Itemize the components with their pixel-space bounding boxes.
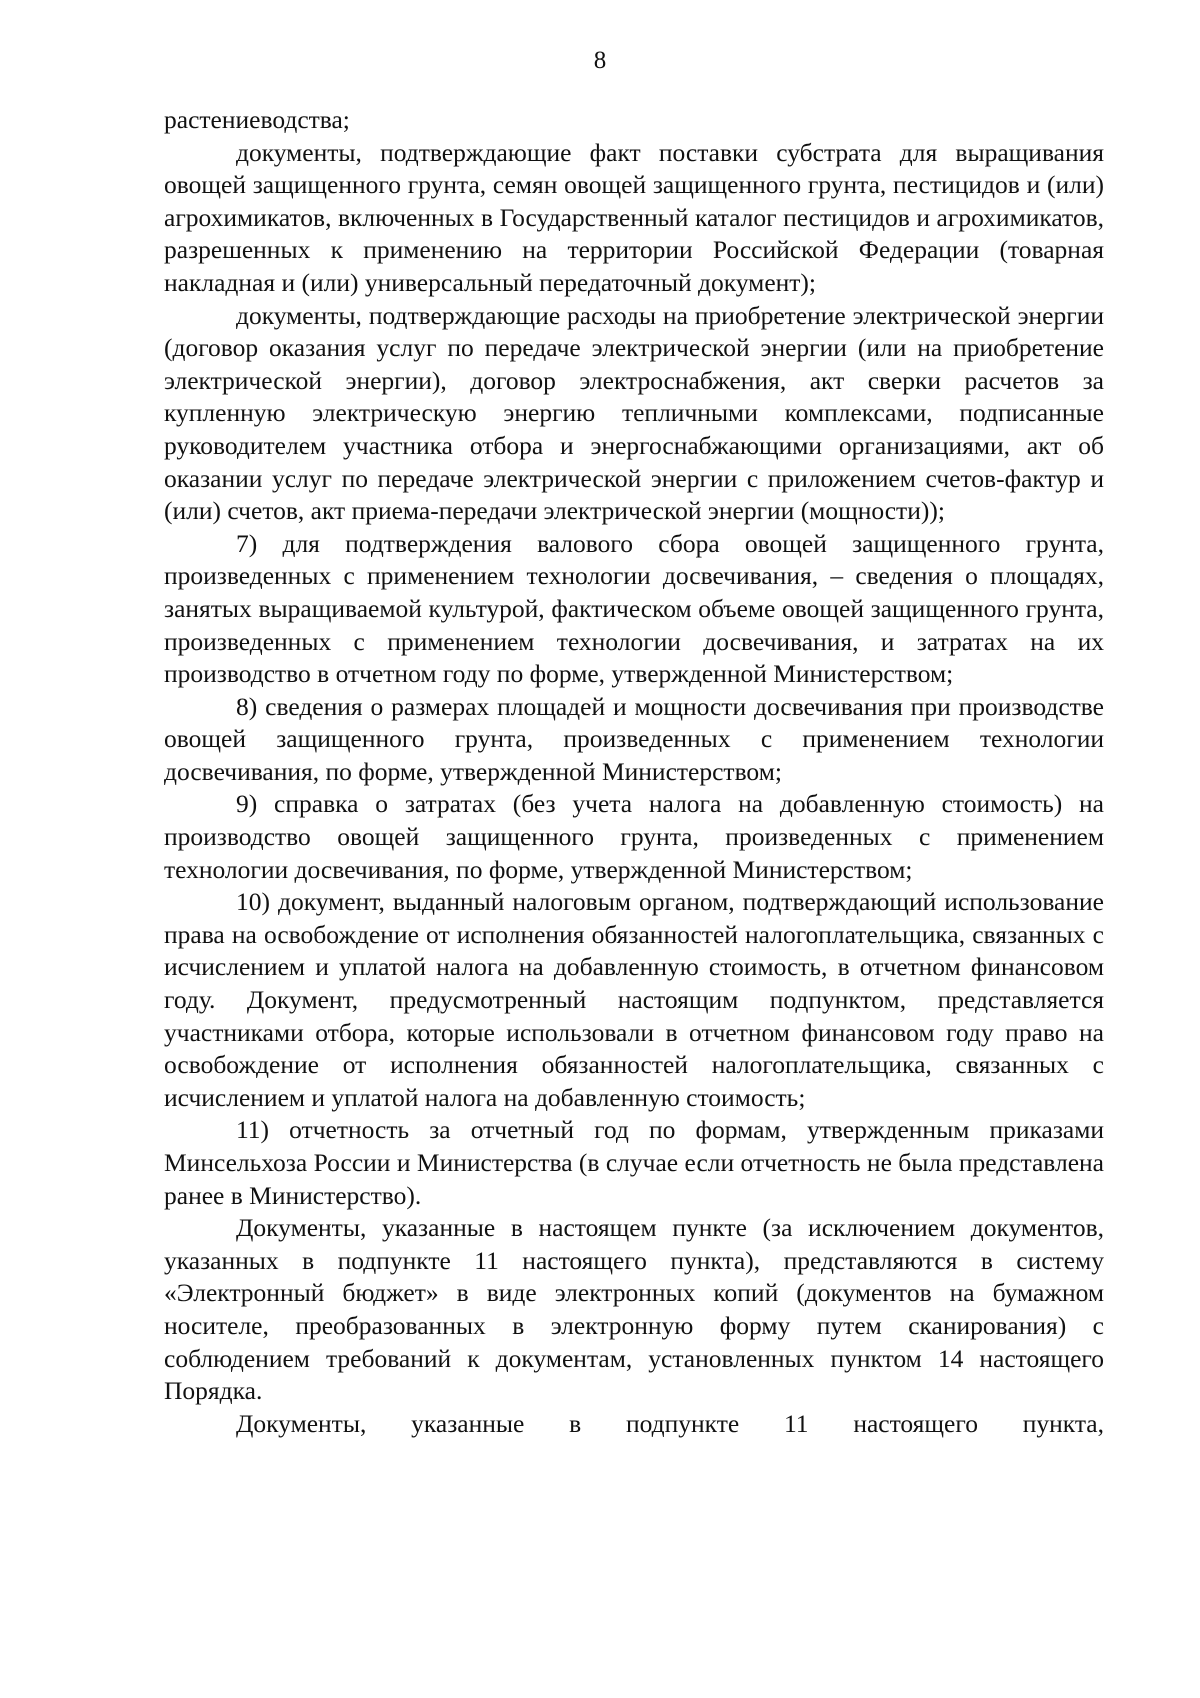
paragraph-item-9: 9) справка о затратах (без учета налога на добавленную стоимость) на производство овощей защищенного грунта, произведенных с применением технологии досвечивания, по форме, утвержденной Министерством; [164,789,1104,884]
paragraph-electronic-budget: Документы, указанные в настоящем пункте (за исключением документов, указанных в подпункте 11 настоящего пункта), представляются в систему «Электронный бюджет» в виде электронных копий (документов на бумажном носителе, преобразованных в электронную форму путем сканирования) с соблюдением требований к документам, установленных пунктом 14 настоящего Порядка. [164,1213,1104,1406]
paragraph-continuation: растениеводства; [164,105,350,134]
paragraph-item-10: 10) документ, выданный налоговым органом, подтверждающий использование права на освобождение от исполнения обязанностей налогоплательщика, связанных с исчислением и уплатой налога на добавленную стоимость, в отчетном финансовом году. Документ, предусмотренный настоящим подпунктом, представляется участниками отбора, которые использовали в отчетном финансовом году право на освобождение от исполнения обязанностей налогоплательщика, связанных с исчислением и уплатой налога на добавленную стоимость; [164,887,1104,1112]
page-number: 8 [593,47,607,74]
paragraph-final-fragment: Документы, указанные в подпункте 11 настоящего пункта, [236,1408,1104,1438]
document-body [164,104,1104,1440]
paragraph-electricity-documents: документы, подтверждающие расходы на приобретение электрической энергии (договор оказания услуг по передаче электрической энергии (или на приобретение электрической энергии), договор электроснабжения, акт сверки расчетов за купленную электрическую энергию тепличными комплексами, подписанные руководителем участника отбора и энергоснабжающими организациями, акт об оказании услуг по передаче электрической энергии с приложением счетов-фактур и (или) счетов, акт приема-передачи электрической энергии (мощности)); [164,300,1104,526]
paragraph-item-8: 8) сведения о размерах площадей и мощности досвечивания при производстве овощей защищенного грунта, произведенных с применением технологии досвечивания, по форме, утвержденной Министерством; [164,691,1104,786]
paragraph-item-7: 7) для подтверждения валового сбора овощей защищенного грунта, произведенных с применением технологии досвечивания, – сведения о площадях, занятых выращиваемой культурой, фактическом объеме овощей защищенного грунта, произведенных с применением технологии досвечивания, и затратах на их производство в отчетном году по форме, утвержденной Министерством; [164,528,1104,689]
paragraph-substrate-documents: документы, подтверждающие факт поставки субстрата для выращивания овощей защищенного грунта, семян овощей защищенного грунта, пестицидов и (или) агрохимикатов, включенных в Государственный каталог пестицидов и агрохимикатов, разрешенных к применению на территории Российской Федерации (товарная накладная и (или) универсальный передаточный документ); [164,137,1104,297]
paragraph-item-11: 11) отчетность за отчетный год по формам, утвержденным приказами Минсельхоза России и Министерства (в случае если отчетность не была представлена ранее в Министерство). [164,1115,1104,1210]
